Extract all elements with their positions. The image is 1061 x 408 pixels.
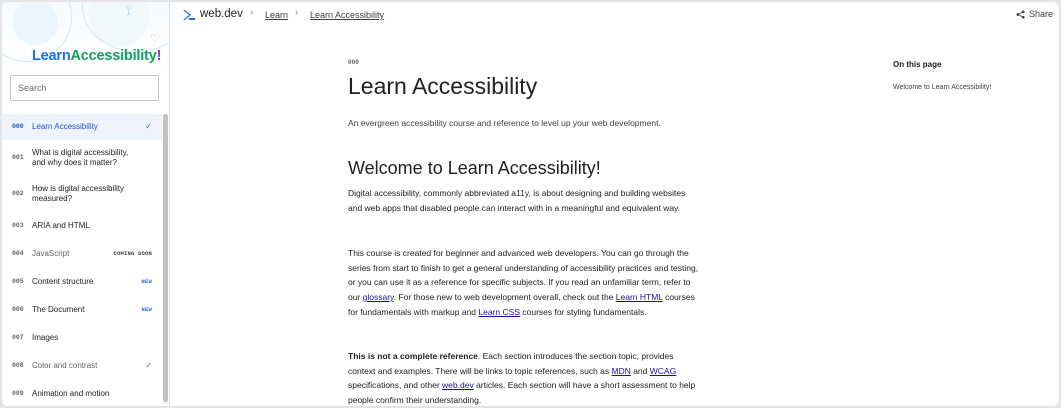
share-icon — [1016, 10, 1025, 19]
sidebar — [2, 2, 170, 406]
mdn-link[interactable]: MDN — [611, 365, 631, 376]
checkmark-icon: ✓ — [145, 361, 152, 370]
page-subtitle: An evergreen accessibility course and reference to level up your web development. — [348, 118, 661, 128]
sidebar-item-javascript[interactable] — [2, 240, 162, 268]
lesson-number: 005 — [12, 278, 24, 285]
section-heading: Welcome to Learn Accessibility! — [348, 158, 601, 178]
sidebar-item-aria-and-html[interactable] — [2, 212, 162, 240]
share-label: Share — [1028, 9, 1053, 19]
sidebar-item-label: The Document — [32, 305, 85, 314]
paragraph-text: specifications, and other — [348, 380, 443, 391]
sidebar-item-label: Learn Accessibility — [32, 122, 98, 131]
lesson-number: 002 — [12, 190, 24, 197]
sidebar-item-label: What is digital accessibility, and why does it matter? — [32, 148, 129, 167]
paragraph-bold-text: This is not a complete reference — [348, 351, 478, 361]
breadcrumb-learn[interactable]: Learn — [265, 10, 289, 20]
lesson-number: 008 — [12, 362, 24, 369]
scrollbar-thumb[interactable] — [163, 114, 168, 402]
top-bar — [170, 2, 1059, 28]
sidebar-item-label: Content structure — [32, 277, 94, 286]
new-badge: NEW — [141, 278, 152, 285]
lesson-number: 007 — [12, 334, 24, 341]
sidebar-item-learn-accessibility[interactable] — [2, 114, 162, 140]
banner-title-part: ! — [156, 48, 162, 64]
sidebar-scrollbar[interactable] — [163, 114, 168, 404]
share-button[interactable] — [1016, 9, 1053, 19]
chevron-right-icon: › — [250, 7, 254, 18]
sidebar-item-label: Images — [32, 333, 59, 342]
sidebar-item-label: How is digital accessibility measured? — [32, 184, 125, 203]
sidebar-item-images[interactable] — [2, 324, 162, 352]
banner-title-part: Learn — [32, 48, 71, 64]
glossary-link[interactable]: glossary — [362, 292, 394, 303]
sidebar-item-what-is-digital-accessibility-and-why-does-it-matter[interactable] — [2, 140, 162, 176]
lesson-number: 009 — [12, 390, 24, 397]
sidebar-item-content-structure[interactable] — [2, 268, 162, 296]
paragraph-text: . For those new to web development overall, check out the — [393, 292, 616, 303]
web-dev-logo-icon[interactable] — [182, 9, 196, 21]
sidebar-item-label: JavaScript — [32, 249, 70, 258]
chevron-right-icon: › — [295, 7, 299, 18]
course-nav — [2, 114, 162, 406]
paragraph-text: and — [630, 365, 650, 376]
sidebar-item-the-document[interactable] — [2, 296, 162, 324]
sidebar-item-label: Color and contrast — [32, 361, 98, 370]
checkmark-icon: ✓ — [145, 122, 152, 131]
paragraph-text: courses for styling fundamentals. — [520, 306, 647, 317]
course-banner — [2, 2, 169, 70]
paragraph-course-info — [348, 246, 700, 320]
banner-title-part: Accessibility — [70, 48, 157, 64]
lesson-number: 000 — [12, 123, 24, 130]
course-banner-title[interactable] — [32, 48, 161, 64]
lesson-number: 004 — [12, 250, 24, 257]
learn-css-link[interactable]: Learn CSS — [478, 306, 520, 317]
paragraph-intro: Digital accessibility, commonly abbreviated a11y, is about designing and building websites and web apps that disabled people can interact with in a meaningful and equivalent way. — [348, 188, 686, 213]
site-name-link[interactable]: web.dev — [200, 8, 243, 20]
lesson-number: 001 — [12, 154, 24, 161]
paragraph-text: articles. Each section will have a short assessment to help people confirm their understanding. — [348, 380, 696, 406]
page-title: Learn Accessibility — [348, 73, 538, 99]
lesson-number: 000 — [348, 59, 359, 66]
breadcrumb-learn-accessibility[interactable]: Learn Accessibility — [310, 10, 385, 20]
sparkle-icon: ⟟ — [126, 2, 132, 18]
toc-title: On this page — [893, 60, 942, 69]
table-of-contents — [893, 60, 991, 91]
lesson-number: 003 — [12, 222, 24, 229]
paragraph-text: courses for fundamentals with markup and — [348, 292, 695, 317]
sidebar-item-label: ARIA and HTML — [32, 221, 90, 230]
sidebar-item-color-and-contrast[interactable] — [2, 352, 162, 380]
toc-link-welcome[interactable]: Welcome to Learn Accessibility! — [893, 84, 992, 91]
sidebar-item-animation-and-motion[interactable] — [2, 380, 162, 406]
app-window — [2, 2, 1059, 406]
sidebar-item-label: Animation and motion — [32, 389, 110, 398]
search-input[interactable] — [10, 75, 159, 101]
learn-html-link[interactable]: Learn HTML — [615, 292, 663, 303]
sidebar-item-how-is-digital-accessibility-measured[interactable] — [2, 176, 162, 212]
paragraph-reference-note — [348, 349, 700, 406]
paragraph-text: This course is created for beginner and advanced web developers. You can go through the series from start to finish to get a general understanding of accessibility practices and testing, or you can use it as a reference for specific subjects. If you read an unfamiliar term, refer to our — [348, 248, 699, 303]
new-badge: NEW — [141, 306, 152, 313]
heart-icon: ♡ — [150, 33, 160, 45]
wcag-link[interactable]: WCAG — [649, 365, 677, 376]
lesson-number: 006 — [12, 306, 24, 313]
web-dev-link[interactable]: web.dev — [442, 380, 474, 391]
coming-soon-badge: COMING SOON — [113, 250, 152, 257]
paragraph-text: . Each section introduces the section topic, provides context and examples. There will be links to topic references, such as — [348, 351, 674, 376]
